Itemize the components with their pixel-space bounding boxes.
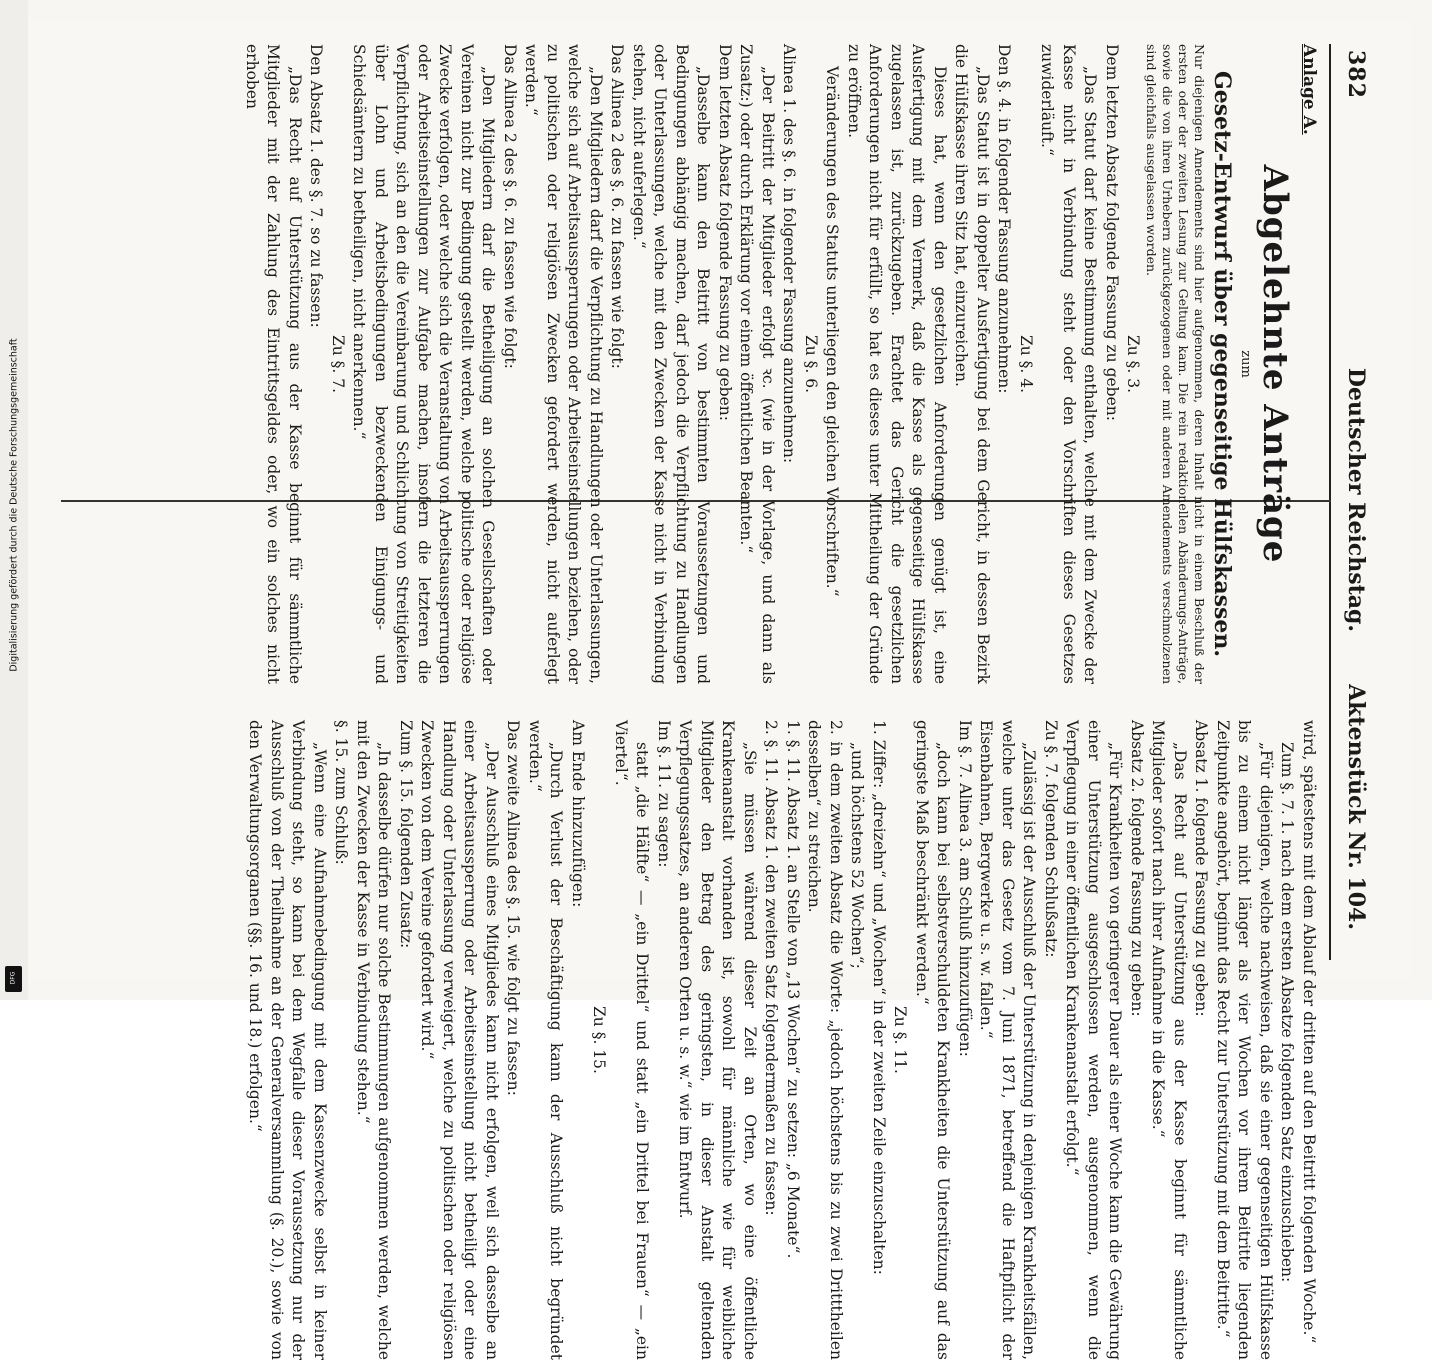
section-heading: Zu §. 11. (891, 1006, 910, 1074)
paragraph: §. 15. zum Schluß: (332, 720, 351, 865)
paragraph: 1. Ziffer: „dreizehn“ und „Wochen“ in der zweiten Zeile einzuschalten: (870, 720, 888, 1275)
dfg-logo (5, 966, 22, 992)
paragraph: statt „die Hälfte“ — „ein Drittel“ und statt „ein Drittel bei Frauen“ — „ein Viertel“. (612, 720, 652, 1360)
paragraph: „Sie müssen während dieser Zeit an Orten, wo eine öffentliche Krankenanstalt vorhanden ist, sowohl für männliche wie für weibliche Mitglieder den Betrag des geringsten, in dieser Anstalt geltenden Verpflegungssatzes, an anderen Orten u. s. w.“ wie im Entwurf. (676, 720, 759, 1360)
paragraph: Dem letzten Absatz folgende Fassung zu geben: (716, 44, 734, 421)
document-page (21, 20, 1411, 1360)
paragraph: „Für diejenigen, welche nachweisen, daß sie einer gegenseitigen Hülfskasse bis zu einem nicht länger als vier Wochen vor ihrem Beitritte liegenden Zeitpunkte angehört, beginnt das Recht zur Unterstützung mit dem Beitritte.“ (1214, 720, 1275, 1360)
paragraph: Den §. 4. in folgender Fassung anzunehmen: (995, 44, 1014, 394)
digitization-credit-strip (0, 0, 28, 1000)
editorial-note: Nur diejenigen Amendements sind hier aufgenommen, deren Inhalt nicht in einem Beschluß der ersten oder der zweiten Lesung zur Geltung kam. Die rein redaktionellen Abänderungs-Anträge, sowie die von ihren Urhebern zurückgezogenen oder mit anderen Amendements verschmolzenen sind gleichfalls ausgelassen worden. (1144, 44, 1208, 684)
paragraph: Am Ende hinzuzufügen: (569, 720, 587, 908)
running-title: Deutscher Reichstag. (1343, 367, 1369, 633)
paragraph: „und höchstens 52 Wochen“; (848, 742, 867, 969)
paragraph: „Durch Verlust der Beschäftigung kann der Ausschluß nicht begründet werden.“ (526, 720, 566, 1360)
paragraph: „Das Recht auf Unterstützung aus der Kasse beginnt für sämmtliche Mitglieder mit der Zahlung des Eintrittsgeldes oder, wo ein solches nicht erhoben (243, 44, 304, 684)
dfg-logo-text: DFG (9, 971, 17, 985)
page-number: 382 (1343, 50, 1369, 99)
page-header (1335, 20, 1371, 980)
paragraph: „Das Recht auf Unterstützung aus der Kasse beginnt für sämmtliche Mitglieder sofort nach ihrer Aufnahme in die Kasse.“ (1149, 720, 1189, 1360)
paragraph: Zum §. 7. 1. nach dem ersten Absatze folgenden Satz einzuschieben: (1278, 742, 1297, 1283)
paragraph: Dem letzten Absatz folgende Fassung zu geben: (1103, 44, 1121, 421)
paragraph: Den Absatz 1. des §. 7. so zu fassen: (307, 44, 326, 328)
paragraph: Dieses hat, wenn den gesetzlichen Anforderungen genügt ist, eine Ausfertigung mit dem Vermerk, daß die Kasse als gegenseitige Hülfskasse zugelassen ist, zurückzugeben. Erachtet das Gericht die gesetzlichen Anforderungen nicht für erfüllt, so hat es dieses unter Mittheilung der Gründe zu eröffnen. (845, 44, 949, 684)
paragraph: „Der Ausschluß eines Mitgliedes kann nicht erfolgen, weil sich dasselbe an einer Arbeitsaussperrung oder Arbeitseinstellung nicht betheiligt oder eine Handlung oder Unterlassung verweigert, welche zu politischen oder religiösen Zwecken von dem Vereine gefordert wird.“ (418, 720, 501, 1360)
digitization-credit: Digitalisierung gefördert durch die Deutsche Forschungsgemeinschaft (8, 338, 20, 672)
title-connector: zum (1238, 350, 1254, 378)
section-heading: Zu §. 6. (802, 334, 820, 394)
section-heading: Zu §. 15. (590, 1006, 609, 1074)
paragraph: Veränderungen des Statuts unterliegen den gleichen Vorschriften.“ (823, 66, 842, 597)
paragraph: Das zweite Alinea des §. 15. wie folgt zu fassen: (504, 720, 523, 1096)
paragraph: 2. in dem zweiten Absatz die Worte: „jedoch höchstens bis zu zwei Dritttheilen desselben“ zu streichen. (805, 720, 845, 1360)
paragraph: Im §. 7. Alinea 3. am Schluß hinzuzufügen: (956, 720, 974, 1057)
right-column (244, 720, 1319, 1360)
document-title: Abgelehnte Anträge (1255, 164, 1296, 564)
paragraph: Im §. 11. zu sagen: (655, 720, 673, 868)
header-rule (1329, 44, 1331, 960)
paragraph: Zum §. 15. folgenden Zusatz: (397, 720, 415, 949)
paragraph: „In dasselbe dürfen nur solche Bestimmungen aufgenommen werden, welche mit den Zwecken der Kasse in Verbindung stehen.“ (354, 720, 394, 1360)
paragraph: Zu §. 7. folgenden Schlußsatz: (1042, 720, 1060, 958)
paragraph: Absatz 1. folgende Fassung zu geben: (1192, 720, 1211, 1017)
paragraph: „Dasselbe kann den Beitritt von bestimmten Voraussetzungen und Bedingungen abhängig machen, darf jedoch die Verpflichtung zu Handlungen oder Unterlassungen, welche mit den Zwecken der Kasse nicht in Verbindung stehen, nicht auferlegen.“ (630, 44, 713, 684)
paragraph: „Wenn eine Aufnahmebedingung mit dem Kassenzwecke selbst in keiner Verbindung steht, so kann bei dem Wegfalle dieser Voraussetzung nur der Ausschluß von der Theilnahme an der Generalversammlung (§. 20.), sowie von den Verwaltungsorganen (§§. 16. und 18.) erfolgen.“ (246, 720, 329, 1360)
paragraph: „Den Mitgliedern darf die Verpflichtung zu Handlungen oder Unterlassungen, welche sich auf Arbeitsaussperrungen oder Arbeitseinstellungen beziehen, oder zu politischen oder religiösen Zwecken gefordert werden, nicht auferlegt werden.“ (522, 44, 605, 684)
paragraph: „Der Beitritt der Mitglieder erfolgt ꝛc. (wie in der Vorlage, und dann als Zusatz:) oder durch Erklärung vor einem öffentlichen Beamten.“ (737, 44, 777, 684)
document-subtitle: Gesetz-Entwurf über gegenseitige Hülfskassen. (1209, 70, 1236, 658)
annex-label: Anlage A. (1299, 44, 1319, 135)
paragraph: „Für Krankheiten von geringerer Dauer als einer Woche kann die Gewährung einer Unterstützung ausgeschlossen werden, ausgenommen, wenn die Verpflegung in einer öffentlichen Krankenanstalt erfolgt.“ (1063, 720, 1125, 1360)
paragraph: Absatz 2. folgende Fassung zu geben: (1128, 720, 1146, 1017)
paragraph: Das Alinea 2 des §. 6. zu fassen wie folgt: (501, 44, 519, 369)
paragraph: 1. §. 11. Absatz 1. an Stelle von „13 Wochen“ zu setzen: „6 Monate“. (784, 720, 802, 1259)
act-number: Aktenstück Nr. 104. (1343, 684, 1369, 930)
paragraph: „Das Statut darf keine Bestimmung enthalten, welche mit dem Zwecke der Kasse nicht in Verbindung steht oder den Vorschriften dieses Gesetzes zuwiderläuft.“ (1038, 44, 1100, 684)
section-heading: Zu §. 7. (329, 334, 347, 394)
paragraph: Das Alinea 2 des §. 6. zu fassen wie folgt: (608, 44, 627, 369)
paragraph: „doch kann bei selbstverschuldeten Krankheiten die Unterstützung auf das geringste Maß beschränkt werden.“ (913, 720, 953, 1360)
left-column (241, 44, 1320, 684)
paragraph: Alinea 1. des §. 6. in folgender Fassung anzunehmen: (780, 44, 799, 464)
paragraph: 2. §. 11. Absatz 1. den zweiten Satz folgendermaßen zu fassen: (762, 720, 781, 1216)
section-heading: Zu §. 3. (1124, 334, 1143, 394)
section-heading: Zu §. 4. (1017, 334, 1035, 394)
paragraph: wird, spätestens mit dem Ablauf der dritten auf den Beitritt folgenden Woche.“ (1300, 720, 1318, 1344)
paragraph: „Den Mitgliedern darf die Betheiligung an solchen Gesellschaften oder Vereinen nicht zur Bedingung gestellt werden, welche politische oder religiöse Zwecke verfolgen, oder welche sich die Veranstaltung von Arbeitsaussperrungen oder Arbeitseinstellungen zur Aufgabe machen, insofern die letzteren die Verpflichtung, sich an den die Vereinbarung und Schlichtung von Streitigkeiten über Lohn und Arbeitsbedingungen bezweckenden Einigungs- und Schiedsämtern zu betheiligen, nicht anerkennen.“ (350, 44, 498, 684)
paragraph: „Zulässig ist der Ausschluß der Unterstützung in denjenigen Krankheitsfällen, welche unter das Gesetz vom 7. Juni 1871, betreffend die Haftpflicht der Eisenbahnen, Bergwerke u. s. w. fallen.“ (977, 720, 1039, 1360)
paragraph: „Das Statut ist in doppelter Ausfertigung bei dem Gericht, in dessen Bezirk die Hülfskasse ihren Sitz hat, einzureichen. (952, 44, 992, 684)
